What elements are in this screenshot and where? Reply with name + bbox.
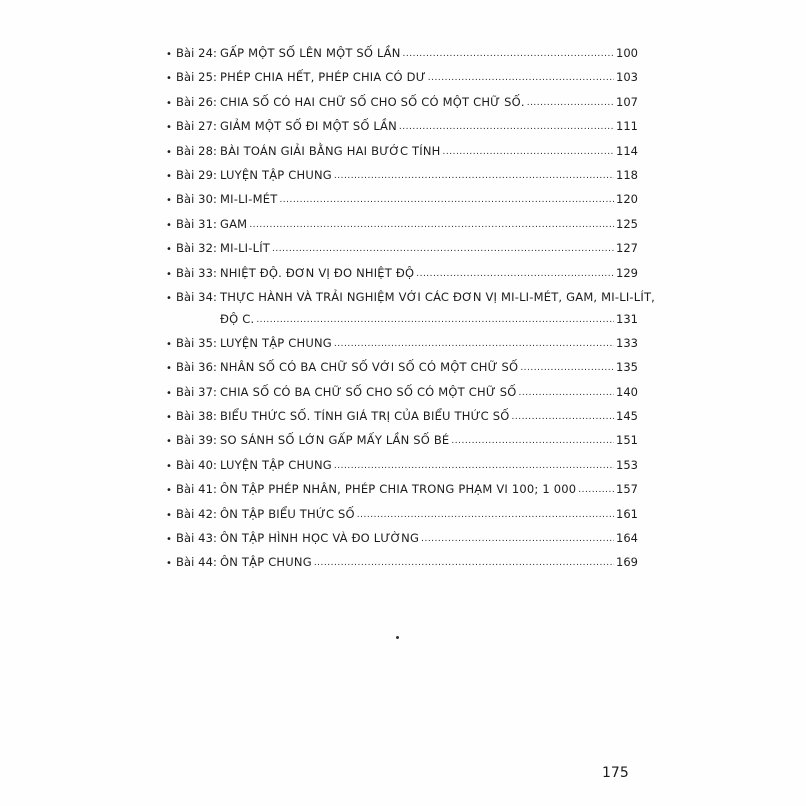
page-ref: 107 <box>616 94 638 109</box>
lesson-number: Bài 36: <box>176 360 217 375</box>
page-ref: 133 <box>616 335 638 350</box>
toc-entry-24 <box>166 46 638 70</box>
dot-leader <box>249 216 614 232</box>
lesson-number: Bài 24: <box>176 46 217 60</box>
bullet: • <box>166 460 172 472</box>
lesson-title-line1: THỰC HÀNH VÀ TRẢI NGHIỆM VỚI CÁC ĐƠN VỊ MI-LI-MÉT, GAM, MI-LI-LÍT, <box>220 289 656 304</box>
bullet: • <box>166 170 172 182</box>
toc-entry-31 <box>166 217 638 241</box>
toc-entry-43 <box>166 531 638 555</box>
dot-leader <box>578 481 614 497</box>
dot-leader <box>334 335 614 351</box>
page-ref: 120 <box>616 192 638 207</box>
page-ref: 135 <box>616 360 638 375</box>
lesson-title: CHIA SỐ CÓ BA CHỮ SỐ CHO SỐ CÓ MỘT CHỮ SỐ <box>220 384 517 399</box>
dot-leader <box>334 457 614 473</box>
toc-entry-25 <box>166 70 638 94</box>
toc-entry-32 <box>166 241 638 265</box>
dot-leader <box>421 530 614 546</box>
bullet: • <box>166 363 172 375</box>
lesson-number: Bài 30: <box>176 192 217 207</box>
bullet: • <box>166 292 172 304</box>
lesson-number: Bài 35: <box>176 335 217 350</box>
lesson-title: BÀI TOÁN GIẢI BẰNG HAI BƯỚC TÍNH <box>220 143 441 158</box>
bullet: • <box>166 122 172 134</box>
dot-leader <box>272 240 614 256</box>
bullet: • <box>166 558 172 570</box>
bullet: • <box>166 436 172 448</box>
toc-entry-44 <box>166 555 638 579</box>
bullet: • <box>166 268 172 280</box>
lesson-number: Bài 28: <box>176 143 217 158</box>
bullet: • <box>166 244 172 256</box>
page-ref: 103 <box>616 70 638 85</box>
dot-leader <box>403 45 615 61</box>
lesson-title: ÔN TẬP CHUNG <box>220 555 312 570</box>
lesson-title: LUYỆN TẬP CHUNG <box>220 335 332 350</box>
lesson-number: Bài 26: <box>176 94 217 109</box>
page-ref: 164 <box>616 531 638 546</box>
lesson-title: GẤP MỘT SỐ LÊN MỘT SỐ LẦN <box>220 46 401 60</box>
lesson-title: LUYỆN TẬP CHUNG <box>220 167 332 182</box>
dot-leader <box>334 167 614 183</box>
lesson-title: GIẢM MỘT SỐ ĐI MỘT SỐ LẦN <box>220 119 397 134</box>
dot-leader <box>416 265 614 281</box>
toc-entry-33 <box>166 266 638 290</box>
lesson-number: Bài 43: <box>176 531 217 546</box>
lesson-number: Bài 31: <box>176 216 217 231</box>
bullet: • <box>166 219 172 231</box>
lesson-title: LUYỆN TẬP CHUNG <box>220 457 332 472</box>
bullet: • <box>166 338 172 350</box>
toc-entry-26 <box>166 95 638 119</box>
lesson-title: NHIỆT ĐỘ. ĐƠN VỊ ĐO NHIỆT ĐỘ <box>220 265 415 280</box>
dot-leader <box>519 384 615 400</box>
page-ref: 129 <box>616 265 638 280</box>
page-ref: 100 <box>616 46 638 60</box>
lesson-title: ÔN TẬP BIỂU THỨC SỐ <box>220 506 355 521</box>
toc-entry-27 <box>166 119 638 143</box>
dot-leader <box>399 118 614 134</box>
dot-leader <box>256 311 614 327</box>
page-ref: 114 <box>616 143 638 158</box>
bullet: • <box>166 195 172 207</box>
lesson-number: Bài 33: <box>176 265 217 280</box>
lesson-title: SO SÁNH SỐ LỚN GẤP MẤY LẦN SỐ BÉ <box>220 433 450 448</box>
page-ref: 153 <box>616 457 638 472</box>
table-of-contents <box>166 46 656 580</box>
dot-leader <box>314 554 614 570</box>
bullet: • <box>166 73 172 85</box>
toc-entry-40 <box>166 458 638 482</box>
toc-entry-42 <box>166 507 638 531</box>
toc-entry-38 <box>166 409 638 433</box>
toc-entry-28 <box>166 144 638 168</box>
bullet: • <box>166 49 172 60</box>
page-ref: 145 <box>616 409 638 424</box>
lesson-title: BIỂU THỨC SỐ. TÍNH GIÁ TRỊ CỦA BIỂU THỨC SỐ <box>220 409 510 424</box>
lesson-number: Bài 42: <box>176 506 217 521</box>
page-ref: 127 <box>616 241 638 256</box>
dot-leader <box>279 191 614 207</box>
lesson-number: Bài 39: <box>176 433 217 448</box>
dot-leader <box>520 359 614 375</box>
print-speck <box>396 636 399 639</box>
lesson-number: Bài 27: <box>176 119 217 134</box>
bullet: • <box>166 146 172 158</box>
toc-entry-29 <box>166 168 638 192</box>
lesson-number: Bài 29: <box>176 167 217 182</box>
lesson-number: Bài 37: <box>176 384 217 399</box>
page-ref: 161 <box>616 506 638 521</box>
lesson-number: Bài 41: <box>176 482 217 497</box>
lesson-title: ÔN TẬP PHÉP NHÂN, PHÉP CHIA TRONG PHẠM VI 100; 1 000 <box>220 482 577 497</box>
lesson-title: MI-LI-LÍT <box>220 241 271 256</box>
dot-leader <box>451 432 614 448</box>
page-ref: 169 <box>616 555 638 570</box>
dot-leader <box>428 69 614 85</box>
page-ref: 140 <box>616 384 638 399</box>
lesson-number: Bài 38: <box>176 409 217 424</box>
lesson-number: Bài 44: <box>176 555 217 570</box>
lesson-title-line2: ĐỘ C. <box>220 311 255 326</box>
toc-entry-35 <box>166 336 638 360</box>
page-number: 175 <box>602 765 629 781</box>
page-ref: 157 <box>616 482 638 497</box>
dot-leader <box>527 94 614 110</box>
lesson-number: Bài 34: <box>176 289 217 304</box>
dot-leader <box>357 506 614 522</box>
page-ref: 125 <box>616 216 638 231</box>
lesson-title: MI-LI-MÉT <box>220 192 278 207</box>
dot-leader <box>443 143 615 159</box>
toc-entry-34 <box>166 289 656 336</box>
bullet: • <box>166 534 172 546</box>
lesson-title: NHÂN SỐ CÓ BA CHỮ SỐ VỚI SỐ CÓ MỘT CHỮ SỐ <box>220 360 519 375</box>
lesson-title: PHÉP CHIA HẾT, PHÉP CHIA CÓ DƯ <box>220 70 426 85</box>
page-ref: 118 <box>616 167 638 182</box>
lesson-title: GAM <box>220 216 248 231</box>
lesson-title: ÔN TẬP HÌNH HỌC VÀ ĐO LƯỜNG <box>220 531 420 546</box>
lesson-title: CHIA SỐ CÓ HAI CHỮ SỐ CHO SỐ CÓ MỘT CHỮ SỐ. <box>220 94 525 109</box>
page-ref: 131 <box>616 311 638 326</box>
bullet: • <box>166 412 172 424</box>
toc-entry-37 <box>166 385 638 409</box>
toc-entry-30 <box>166 192 638 216</box>
dot-leader <box>511 408 614 424</box>
page-ref: 111 <box>616 119 638 134</box>
bullet: • <box>166 97 172 109</box>
toc-entry-41 <box>166 482 638 506</box>
toc-entry-39 <box>166 433 638 457</box>
lesson-number: Bài 40: <box>176 457 217 472</box>
bullet: • <box>166 485 172 497</box>
lesson-number: Bài 25: <box>176 70 217 85</box>
bullet: • <box>166 387 172 399</box>
lesson-number: Bài 32: <box>176 241 217 256</box>
page-ref: 151 <box>616 433 638 448</box>
toc-entry-36 <box>166 360 638 384</box>
bullet: • <box>166 509 172 521</box>
